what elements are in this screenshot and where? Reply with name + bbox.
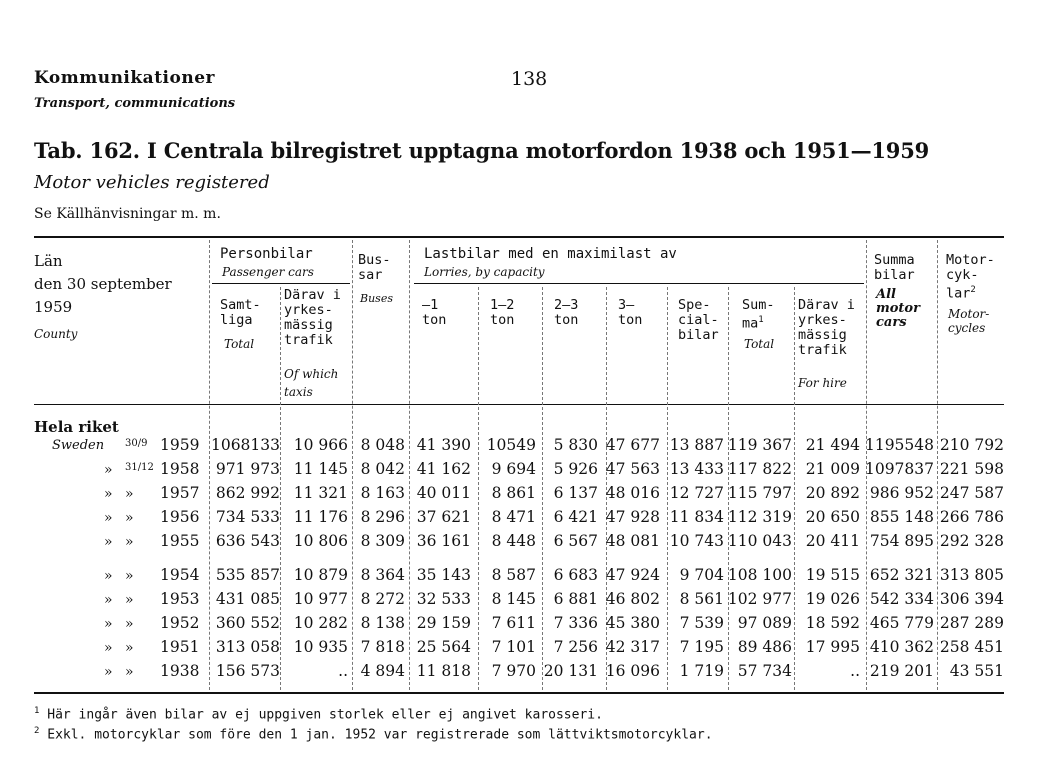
header-lan: Län den 30 september 1959 [34,252,172,316]
table-cell: 221 598 [939,460,1004,478]
table-cell: 6 881 [553,590,598,608]
table-cell: 636 543 [215,532,280,550]
col-sep [542,287,543,690]
table-cell: 11 834 [669,508,724,526]
table-cell: 48 016 [605,484,660,502]
section-title: Kommunikationer [34,68,215,88]
table-cell: 17 995 [805,638,860,656]
table-cell: 19 515 [805,566,860,584]
table-cell: 10 743 [669,532,724,550]
table-cell: 10 977 [293,590,348,608]
row-label-country: » [104,486,113,502]
table-cell: 42 317 [605,638,660,656]
table-cell: 8 163 [360,484,405,502]
bottom-rule [34,692,1004,694]
table-cell: 8 042 [360,460,405,478]
table-cell: 7 539 [679,614,724,632]
table-cell: 8 861 [491,484,536,502]
table-cell: 13 433 [669,460,724,478]
table-cell: 8 272 [360,590,405,608]
table-cell: 48 081 [605,532,660,550]
header-lb4: 3— ton [618,297,643,328]
table-cell: 247 587 [939,484,1004,502]
table-cell: 313 805 [939,566,1004,584]
table-cell: 7 611 [491,614,536,632]
table-cell: 119 367 [727,436,792,454]
table-cell: 219 201 [869,662,934,680]
header-lastbilar: Lastbilar med en maximilast av [424,246,677,262]
table-cell: 1195548 [864,436,934,454]
table-cell: 5 830 [553,436,598,454]
table-cell: 7 256 [553,638,598,656]
table-cell: 6 567 [553,532,598,550]
table-cell: 287 289 [939,614,1004,632]
row-label-country: » [104,640,113,656]
table-cell: 6 137 [553,484,598,502]
row-label-date: 30/9 [125,438,148,449]
table-cell: 313 058 [215,638,280,656]
table-cell: 46 802 [605,590,660,608]
table-cell: 10 966 [293,436,348,454]
table-cell: 47 563 [605,460,660,478]
row-label-date: » [125,592,134,608]
col-sep [937,240,938,690]
table-cell: 43 551 [949,662,1004,680]
table-cell: 6 421 [553,508,598,526]
table-cell: 35 143 [416,566,471,584]
table-cell: 20 650 [805,508,860,526]
row-year: 1957 [160,484,200,502]
page-number: 138 [511,68,548,90]
table-cell: 10549 [486,436,536,454]
col-sep [478,287,479,690]
row-year: 1951 [160,638,200,656]
table-cell: 11 321 [293,484,348,502]
table-cell: 108 100 [727,566,792,584]
row-label-country: » [104,616,113,632]
table-cell: 117 822 [727,460,792,478]
table-cell: 89 486 [737,638,792,656]
table-cell: 8 448 [491,532,536,550]
header-motorcyklar-en: Motor- cycles [948,307,990,335]
row-label-country: » [104,592,113,608]
table-cell: 8 561 [679,590,724,608]
table-cell: 47 677 [605,436,660,454]
row-year: 1955 [160,532,200,550]
table-cell: 971 973 [215,460,280,478]
row-label-country: » [104,568,113,584]
table-cell: 1068133 [210,436,280,454]
table-cell: 10 282 [293,614,348,632]
header-summa-en: Total [744,337,775,351]
header-lan-en: County [34,327,78,341]
table-cell: 10 935 [293,638,348,656]
table-cell: .. [338,662,348,680]
header-motorcyklar: Motor- cyk- lar$^2$ [946,252,995,302]
table-cell: 862 992 [215,484,280,502]
row-label-country: » [104,534,113,550]
table-cell: 25 564 [416,638,471,656]
table-cell: 41 162 [416,460,471,478]
table-cell: 41 390 [416,436,471,454]
table-cell: 1097837 [864,460,934,478]
header-lb1: —1 ton [422,297,447,328]
table-cell: 11 818 [416,662,471,680]
header-lastbilar-en: Lorries, by capacity [424,265,545,279]
table-cell: 45 380 [605,614,660,632]
table-title: Tab. 162. I Centrala bilregistret upptagna motorfordon 1938 och 1951—1959 [34,138,930,163]
table-cell: 13 887 [669,436,724,454]
footnote: $^2$ Exkl. motorcyklar som före den 1 jan. 1952 var registrerade som lättviktsmotorcyklar. [34,726,713,743]
row-year: 1952 [160,614,200,632]
table-cell: 32 533 [416,590,471,608]
table-cell: 47 928 [605,508,660,526]
header-bussar-en: Buses [360,292,393,305]
table-cell: 1 719 [679,662,724,680]
row-year: 1959 [160,436,200,454]
row-label-country: » [104,462,113,478]
header-darav-hire-en: For hire [798,376,847,390]
table-cell: 734 533 [215,508,280,526]
table-cell: 7 970 [491,662,536,680]
table-cell: 7 195 [679,638,724,656]
col-sep [280,287,281,690]
header-summa: Sum- $ma^1$ [742,297,775,332]
table-cell: 754 895 [869,532,934,550]
col-sep [409,240,410,690]
table-cell: 21 009 [805,460,860,478]
header-samtliga: Samt- liga [220,297,261,328]
row-label-date: » [125,616,134,632]
section-subtitle: Transport, communications [34,96,236,111]
col-sep [209,240,210,690]
row-label-country: » [104,664,113,680]
row-label-date: » [125,664,134,680]
table-cell: 12 727 [669,484,724,502]
table-cell: 20 892 [805,484,860,502]
table-cell: 115 797 [727,484,792,502]
region-label: Hela riket [34,418,119,436]
row-year: 1953 [160,590,200,608]
header-darav-taxi: Därav i yrkes- mässig trafik [284,287,341,348]
row-label-date: » [125,486,134,502]
table-cell: 29 159 [416,614,471,632]
lastbilar-underline [414,283,864,284]
table-cell: 266 786 [939,508,1004,526]
table-cell: 6 683 [553,566,598,584]
header-bussar: Bus- sar [358,252,391,283]
table-cell: 10 806 [293,532,348,550]
header-darav-hire: Därav i yrkes- mässig trafik [798,297,855,358]
row-label-date: » [125,568,134,584]
table-cell: 4 894 [360,662,405,680]
table-cell: 10 879 [293,566,348,584]
table-cell: 57 734 [737,662,792,680]
table-cell: 47 924 [605,566,660,584]
table-cell: 8 364 [360,566,405,584]
table-cell: 7 336 [553,614,598,632]
table-cell: 542 334 [869,590,934,608]
row-label-date: 31/12 [125,462,154,473]
table-cell: 9 704 [679,566,724,584]
table-cell: 431 085 [215,590,280,608]
table-cell: 535 857 [215,566,280,584]
table-cell: 11 145 [293,460,348,478]
header-special: Spe- cial- bilar [678,297,719,343]
table-cell: 855 148 [869,508,934,526]
personbilar-underline [212,283,350,284]
table-cell: 7 818 [360,638,405,656]
row-year: 1938 [160,662,200,680]
table-cell: 8 471 [491,508,536,526]
table-cell: 8 296 [360,508,405,526]
table-cell: 8 145 [491,590,536,608]
col-sep [352,240,353,690]
row-label-date: » [125,534,134,550]
top-rule [34,236,1004,238]
header-summa-bilar: Summa bilar [874,252,915,283]
table-cell: 37 621 [416,508,471,526]
table-cell: 306 394 [939,590,1004,608]
table-cell: 18 592 [805,614,860,632]
table-cell: .. [850,662,860,680]
table-cell: 9 694 [491,460,536,478]
table-cell: 8 048 [360,436,405,454]
table-cell: 97 089 [737,614,792,632]
row-year: 1956 [160,508,200,526]
header-personbilar-en: Passenger cars [222,265,314,279]
table-cell: 19 026 [805,590,860,608]
table-cell: 20 411 [805,532,860,550]
source-note: Se Källhänvisningar m. m. [34,206,221,222]
table-cell: 5 926 [553,460,598,478]
row-year: 1954 [160,566,200,584]
row-label-date: » [125,640,134,656]
table-cell: 652 321 [869,566,934,584]
table-cell: 36 161 [416,532,471,550]
table-cell: 40 011 [416,484,471,502]
table-cell: 258 451 [939,638,1004,656]
col-sep [667,287,668,690]
table-cell: 20 131 [543,662,598,680]
header-darav-taxi-en: Of which taxis [284,367,339,399]
row-label-date: » [125,510,134,526]
row-label-country: » [104,510,113,526]
footnote: $^1$ Här ingår även bilar av ej uppgiven storlek eller ej angivet karosseri. [34,706,603,723]
header-lb3: 2—3 ton [554,297,579,328]
row-label-country: Sweden [52,438,105,453]
table-cell: 110 043 [727,532,792,550]
header-samtliga-en: Total [224,337,255,351]
table-cell: 7 101 [491,638,536,656]
table-cell: 102 977 [727,590,792,608]
table-cell: 11 176 [293,508,348,526]
table-cell: 112 319 [727,508,792,526]
table-cell: 292 328 [939,532,1004,550]
table-cell: 8 587 [491,566,536,584]
table-cell: 156 573 [215,662,280,680]
header-lb2: 1—2 ton [490,297,515,328]
table-cell: 360 552 [215,614,280,632]
table-cell: 410 362 [869,638,934,656]
header-summa-bilar-en: All motor cars [876,287,920,330]
table-cell: 210 792 [939,436,1004,454]
col-sep [794,287,795,690]
header-personbilar: Personbilar [220,246,313,262]
table-subtitle: Motor vehicles registered [34,172,270,193]
table-cell: 16 096 [605,662,660,680]
header-rule [34,404,1004,405]
table-cell: 8 309 [360,532,405,550]
table-cell: 21 494 [805,436,860,454]
table-cell: 465 779 [869,614,934,632]
table-cell: 8 138 [360,614,405,632]
row-year: 1958 [160,460,200,478]
table-cell: 986 952 [869,484,934,502]
